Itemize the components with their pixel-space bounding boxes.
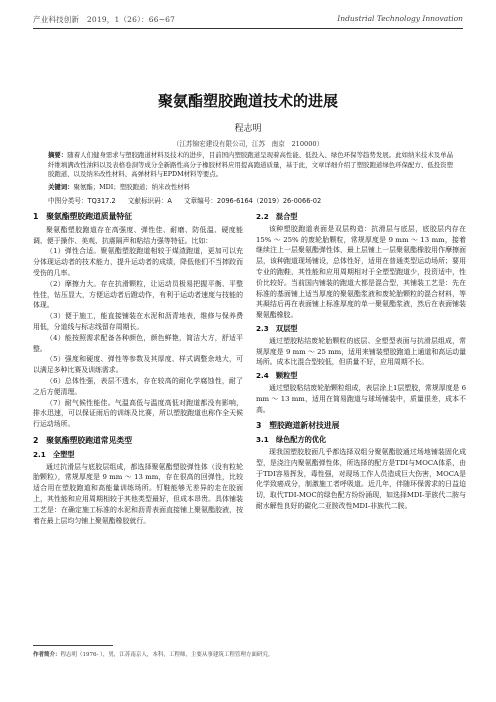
paragraph: 通过塑胶粘结废轮胎颗粒组成，表层涂上1层塑胶，常规厚度是 6 mm ～ 13 mm，适用在简易跑道与球场铺装中，质量很差，成本不高。 bbox=[256, 383, 467, 414]
section-heading: 1 聚氨酯塑胶跑道质量特征 bbox=[33, 212, 132, 221]
header-rule bbox=[33, 28, 463, 29]
document-code: 文献标识码：A bbox=[127, 197, 172, 205]
subsection-heading: 2.2 混合型 bbox=[256, 212, 298, 221]
paragraph: （1）弹性合适。聚氨酯塑胶跑道相较于煤渣跑道，更加可以充分体现运动者的技术能力，提升运动者的成绩，降低他们不当摔跤而受伤的几率。 bbox=[33, 247, 243, 277]
section-heading: 3 塑胶跑道新材技进展 bbox=[256, 421, 340, 431]
journal-issue: 2019，1（26）：66~67 bbox=[86, 15, 176, 24]
paragraph: （5）强度和硬度、弹性等参数及其厚度、样式调整余地大，可以满足多种比赛及训练需求。 bbox=[33, 355, 243, 375]
paragraph: 现我国塑胶胶面几乎都选择双组分聚氨酯胶通过场地铺装固化成型，是浇注内聚氨酯弹性体，所选择的配方是TDI与MOCA体系，由于TDI容易挥发，毒性强，对现场工作人员造成巨大伤害，MOCA是化学致癌成分，制激施工者呼吸道。近几年，伴随环保需求的日益迫切，取代TDI-MOC的绿色配方纷纷涌现，如选择MDI-菲族代二胺与耐水解性良好的碳化二亚胺改性MDI-非族代二胺。 bbox=[256, 447, 466, 510]
abstract bbox=[48, 151, 453, 180]
right-column bbox=[256, 212, 466, 512]
article-id: 文章编号：2096-6164（2019）26-0066-02 bbox=[183, 197, 322, 205]
clc-number: 中图分类号：TQ317.2 bbox=[48, 197, 116, 205]
paper-title: 聚氨酯塑胶跑道技术的进展 bbox=[157, 92, 338, 110]
paragraph: 通过抗滑层与底胶层组成，都选择聚氨酯塑胶弹性体（没有粒轮胎颗粒），常规厚度是 9 mm ～ 13 mm，存在很高的回弹性，比较适合用在塑胶跑道和高能量训练场所。钉鞋能够无差异的走在胶面上，其性能和应用周期相较于其他类型最好，但成本昂贵。具体铺装工艺是：在确定施工标准的水泥和沥青表面直接铺上聚氨酯胶液，按着在最上层均匀铺上聚氨酯橡胶就行。 bbox=[33, 462, 243, 525]
subsection-heading: 2.1 全塑型 bbox=[33, 449, 75, 459]
left-column bbox=[33, 212, 243, 526]
paragraph: （2）摩擦力大。存在抗滑颗粒，让运动员极易把握平衡、平整性佳，钻压显大，方便运动者后蹬动作，有利于运动者速度与技能的体现。 bbox=[33, 279, 243, 310]
journal-name-en: Industrial Technology Innovation bbox=[337, 14, 463, 23]
paragraph: 聚氨酯塑胶跑道存在高强度、弹性佳、耐磨、防低温、硬度能调、便于操作、美观、抗震隔声和粘结力强等特征。比如： bbox=[33, 225, 243, 245]
subsection-heading: 2.4 颗粒型 bbox=[256, 371, 298, 381]
journal-header-left bbox=[33, 14, 175, 25]
subsection-heading: 3.1 绿色配方的优化 bbox=[256, 435, 327, 445]
keywords-text: 聚氨酯；MDI；塑胶跑道；纳米改性材料 bbox=[73, 183, 191, 191]
paragraph: （6）总体性强，表层不透水，存在较高的耐化学腐蚀性，耐了之后方便清理。 bbox=[33, 376, 243, 396]
classification-line bbox=[48, 195, 468, 205]
footnote-rule bbox=[33, 645, 113, 646]
affiliation: （江苏锦宏建设有限公司，江苏 南京 210000） bbox=[172, 140, 324, 148]
section-heading: 2 聚氨酯塑胶跑道常见类型 bbox=[33, 435, 132, 445]
footnote-text: 程志明（1976- ），男，江苏南京人，本科，工程师，主要从事建筑工程管理方面研究。 bbox=[60, 652, 274, 658]
abstract-label: 摘要： bbox=[48, 151, 68, 159]
paragraph: （4）能按照需求配备各种颜色，颜色鲜艳，简洁大方，舒适平整。 bbox=[33, 333, 243, 353]
footnote-label: 作者简介： bbox=[33, 652, 61, 658]
author-name: 程志明 bbox=[234, 124, 262, 134]
paragraph: 通过塑胶粘结废轮胎颗粒的底层、全塑型表面与抗滑层组成，常规厚度是 9 mm ～ 25 mm，适用来铺装塑胶跑道上通道和高运动量场所。成本比混合型较低，但质量不好，应用周期不长。 bbox=[256, 336, 466, 367]
paragraph: （7）耐气候性能佳。气温高低与温度高低对跑道都没有影响，排水迅速，可以保证雨后的训练及比赛，所以塑胶跑道也称作全天候行运动场所。 bbox=[33, 398, 243, 429]
journal-name-cn: 产业科技创新 bbox=[33, 15, 80, 24]
keywords-label: 关键词： bbox=[48, 183, 74, 191]
paragraph: （3）便于施工，能直接铺装在水泥和沥青地表，维修与保养费用低，分道线与标志线留存周期长。 bbox=[33, 312, 243, 331]
paragraph: 该种塑胶跑道表面是双层构造：抗滑层与底层，底胶层内存在 15% ～ 25% 的废轮胎颗粒，常规厚度是 9 mm ～ 13 mm，接着继续注上一层聚氨酯弹性体，最上层铺上一层聚氨酯橡胶用作摩擦面层，该种跑道现场铺设，总体性好，适用在普通类型运动场所；要用专业的跑鞋，其性能和应用周期相对于全塑型跑道少，投资适中，性价比较好。当前国内铺装的跑道大都是混合型，其铺装工艺是：先在标准的基面铺上适当厚度的聚氨酯浆液和废轮胎颗粒的混合材料，等其凝结后再在表面铺上标准厚度的单一聚氨酯浆液，然后在表面铺装聚氨酯橡胶。 bbox=[256, 224, 466, 320]
subsection-heading: 2.3 双层型 bbox=[256, 323, 298, 333]
author-footnote bbox=[33, 650, 273, 658]
keywords bbox=[48, 182, 453, 191]
abstract-text: 随着人们健身需求与塑胶跑道材料及技术的进步，目前国内塑胶跑道呈现着高性能、低投入、绿色环保等趋势发展。此如纳米技术及单晶纤维填满改性油料以及表格卷洞等成分全新路性高分子橡胶材料应用提高跑道质量，基于此，文章详细介绍了塑胶跑道绿色环保配方、低投资塑胶跑道、以及纳米改性材料、高弹材料与EPDM材料等要点。 bbox=[48, 151, 454, 179]
